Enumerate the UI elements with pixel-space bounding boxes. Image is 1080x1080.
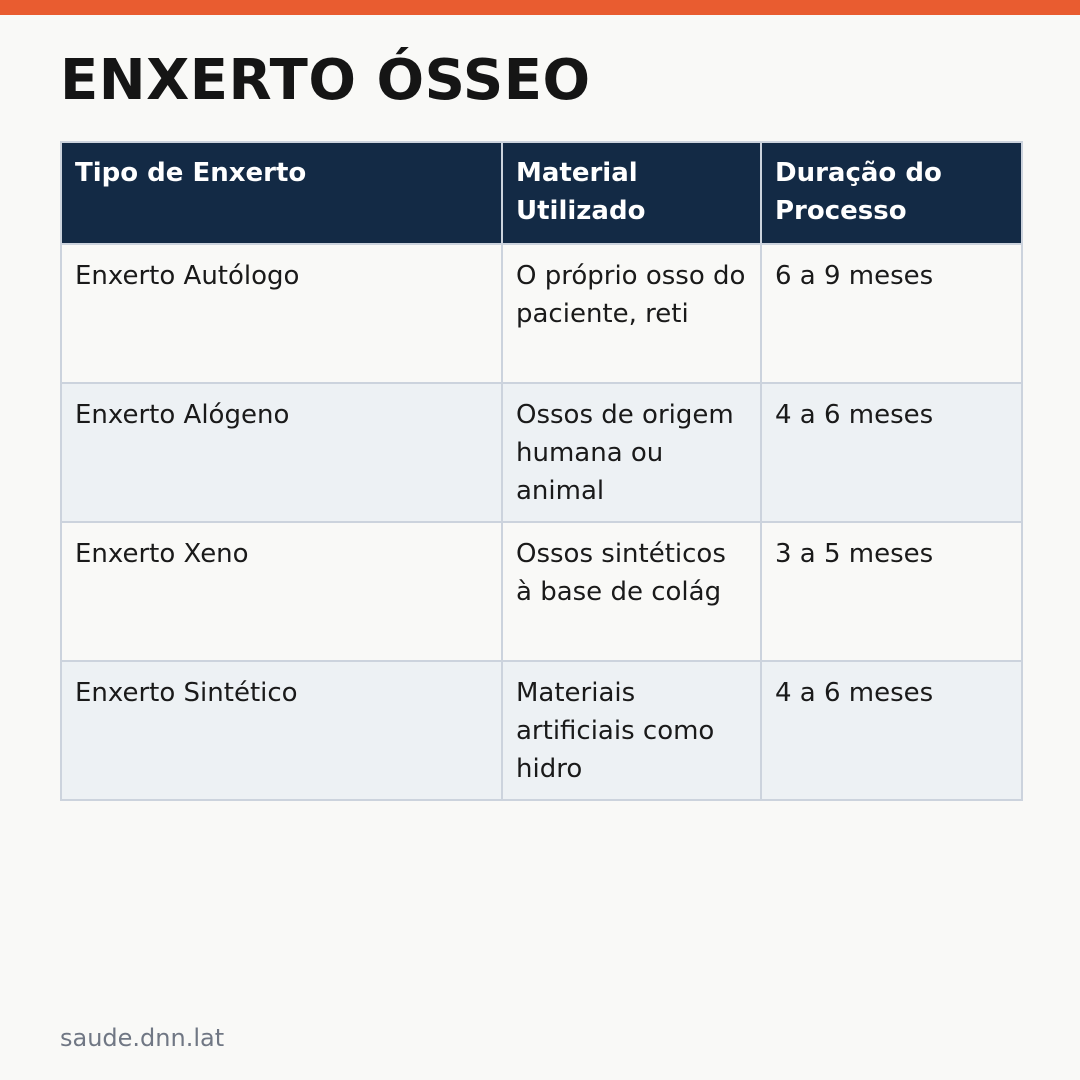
accent-bar (0, 0, 1080, 15)
cell-duration: 4 a 6 meses (761, 383, 1022, 522)
table-row (61, 661, 1022, 800)
table-row (61, 383, 1022, 522)
cell-duration: 6 a 9 meses (761, 244, 1022, 383)
page-title: ENXERTO ÓSSEO (60, 48, 591, 113)
header-duration: Duração do Processo (761, 142, 1022, 244)
cell-graft-type: Enxerto Xeno (61, 522, 502, 661)
cell-graft-type: Enxerto Alógeno (61, 383, 502, 522)
header-graft-type: Tipo de Enxerto (61, 142, 502, 244)
cell-graft-type: Enxerto Autólogo (61, 244, 502, 383)
cell-material: Ossos de origem humana ou animal (502, 383, 761, 522)
table-row (61, 522, 1022, 661)
cell-material: Ossos sintéticos à base de colág (502, 522, 761, 661)
cell-graft-type: Enxerto Sintético (61, 661, 502, 800)
cell-duration: 3 a 5 meses (761, 522, 1022, 661)
cell-duration: 4 a 6 meses (761, 661, 1022, 800)
cell-material: O próprio osso do paciente, reti (502, 244, 761, 383)
table-row (61, 244, 1022, 383)
table-header-row (61, 142, 1022, 244)
header-material: Material Utilizado (502, 142, 761, 244)
graft-table (60, 141, 1023, 801)
cell-material: Materiais artificiais como hidro (502, 661, 761, 800)
footer-site-url: saude.dnn.lat (60, 1024, 225, 1052)
